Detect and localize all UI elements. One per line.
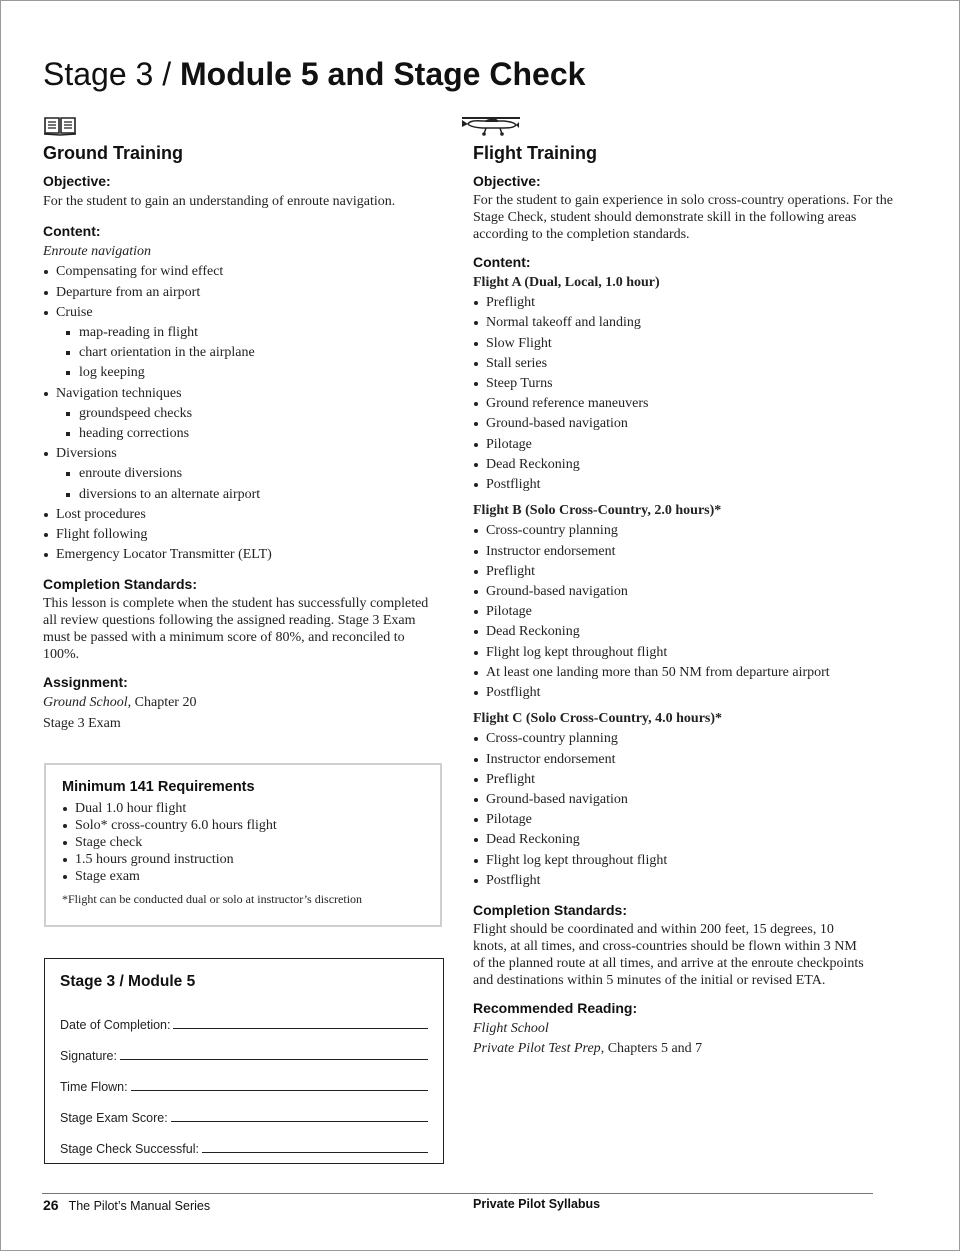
footer-divider — [42, 1193, 873, 1194]
ground-completion-label: Completion Standards: — [43, 576, 198, 593]
list-item: Steep Turns — [473, 374, 893, 394]
list-item: Slow Flight — [473, 334, 893, 354]
list-item: Ground reference maneuvers — [473, 394, 893, 414]
ground-objective-text: For the student to gain an understanding of enroute navigation. — [43, 194, 396, 209]
list-item: Pilotage — [473, 602, 893, 622]
title-stage: Stage 3 / — [43, 56, 180, 92]
airplane-icon — [460, 112, 522, 136]
list-item: Stage exam — [62, 868, 424, 885]
list-item: Compensating for wind effect — [43, 262, 443, 282]
list-item: Flight log kept throughout flight — [473, 851, 893, 871]
list-item: Postflight — [473, 475, 893, 495]
list-item — [43, 303, 443, 384]
flight-b-title: Flight B (Solo Cross-Country, 2.0 hours)* — [473, 503, 722, 519]
sub-list — [79, 404, 443, 444]
list-item-label: Cruise — [56, 304, 93, 320]
reading-chapters: , Chapters 5 and 7 — [600, 1041, 703, 1057]
ground-objective-label: Objective: — [43, 173, 111, 189]
date-of-completion-field[interactable] — [60, 1001, 428, 1032]
flight-content-label: Content: — [473, 254, 531, 270]
sub-list-item: groundspeed checks — [66, 404, 443, 424]
list-item: Flight log kept throughout flight — [473, 643, 893, 663]
list-item: Solo* cross-country 6.0 hours flight — [62, 817, 424, 834]
ground-assignment-exam: Stage 3 Exam — [43, 715, 121, 731]
flight-b-list — [473, 521, 893, 703]
ground-content-label: Content: — [43, 223, 101, 240]
field-label: Stage Check Successful: — [60, 1142, 199, 1156]
sub-list-item: chart orientation in the airplane — [66, 343, 443, 363]
sub-list-item: diversions to an alternate airport — [66, 485, 443, 505]
req141-note: *Flight can be conducted dual or solo at instructor’s discretion — [62, 892, 363, 906]
footer-book-title: Private Pilot Syllabus — [473, 1197, 601, 1211]
reading-item-2 — [473, 1039, 893, 1059]
module-signoff-box — [44, 958, 444, 1164]
list-item: Emergency Locator Transmitter (ELT) — [43, 545, 443, 565]
flight-training-heading: Flight Training — [473, 143, 597, 163]
flight-a-title: Flight A (Dual, Local, 1.0 hour) — [473, 275, 660, 290]
list-item: Ground-based navigation — [473, 582, 893, 602]
flight-objective-text: For the student to gain experience in solo cross-country operations. For the Stage Check, student should demonstrate skill in the following areas according to the completion standards. — [473, 193, 893, 242]
assignment-book: Ground School — [43, 695, 128, 711]
list-item: Preflight — [473, 770, 893, 790]
ground-completion-text: This lesson is complete when the student has successfully completed all review questions following the assigned reading. Stage 3 Exam must be passed with a minimum score of 80%, and reconciled to 100%. — [43, 596, 429, 663]
req141-list — [62, 800, 424, 885]
list-item: Dead Reckoning — [473, 830, 893, 850]
reading-book: Private Pilot Test Prep — [473, 1041, 601, 1057]
reading-item-1: Flight School — [473, 1021, 549, 1037]
flight-objective-label: Objective: — [473, 173, 541, 189]
list-item: Cross-country planning — [473, 729, 893, 749]
page-title — [43, 56, 585, 93]
sub-list-item: heading corrections — [66, 424, 443, 444]
sub-list — [79, 323, 443, 384]
ground-content-intro: Enroute navigation — [43, 244, 151, 260]
field-label: Date of Completion: — [60, 1018, 171, 1032]
sub-list-item: log keeping — [66, 363, 443, 383]
list-item: Cross-country planning — [473, 521, 893, 541]
list-item: Dead Reckoning — [473, 622, 893, 642]
req141-heading: Minimum 141 Requirements — [62, 779, 255, 795]
list-item: Postflight — [473, 683, 893, 703]
sub-list-item: map-reading in flight — [66, 323, 443, 343]
list-item-label: Diversions — [56, 446, 117, 462]
minimum-141-requirements-box — [44, 763, 442, 927]
field-label: Signature: — [60, 1049, 117, 1063]
stage-exam-score-field[interactable] — [60, 1094, 428, 1125]
title-module: Module 5 and Stage Check — [179, 56, 586, 92]
field-line[interactable] — [171, 1120, 428, 1122]
list-item: Dual 1.0 hour flight — [62, 800, 424, 817]
field-label: Time Flown: — [60, 1080, 128, 1094]
page-number: 26 — [43, 1197, 59, 1213]
list-item: Pilotage — [473, 435, 893, 455]
list-item: Dead Reckoning — [473, 455, 893, 475]
list-item: Stall series — [473, 354, 893, 374]
list-item: Instructor endorsement — [473, 750, 893, 770]
field-line[interactable] — [131, 1089, 428, 1091]
flight-a-list — [473, 293, 893, 495]
field-line[interactable] — [173, 1027, 428, 1029]
flight-c-list — [473, 729, 893, 891]
list-item-label: Navigation techniques — [56, 385, 182, 401]
ground-training-column — [43, 114, 443, 734]
list-item: Flight following — [43, 525, 443, 545]
list-item: Pilotage — [473, 810, 893, 830]
assignment-chapter: , Chapter 20 — [127, 695, 197, 711]
list-item: 1.5 hours ground instruction — [62, 851, 424, 868]
signature-field[interactable] — [60, 1032, 428, 1063]
recommended-reading-label: Recommended Reading: — [473, 1000, 638, 1017]
signoff-heading: Stage 3 / Module 5 — [60, 973, 196, 990]
series-name: The Pilot’s Manual Series — [68, 1199, 211, 1213]
ground-assignment-label: Assignment: — [43, 674, 128, 691]
list-item — [43, 444, 443, 505]
list-item: Ground-based navigation — [473, 790, 893, 810]
sub-list-item: enroute diversions — [66, 464, 443, 484]
field-line[interactable] — [120, 1058, 428, 1060]
list-item: Preflight — [473, 293, 893, 313]
time-flown-field[interactable] — [60, 1063, 428, 1094]
footer-left — [43, 1197, 210, 1213]
sub-list — [79, 464, 443, 504]
book-icon — [43, 114, 77, 136]
field-line[interactable] — [202, 1151, 428, 1153]
list-item — [43, 384, 443, 445]
stage-check-successful-field[interactable] — [60, 1125, 428, 1156]
list-item: At least one landing more than 50 NM from departure airport — [473, 663, 893, 683]
list-item: Normal takeoff and landing — [473, 313, 893, 333]
list-item: Preflight — [473, 562, 893, 582]
list-item: Ground-based navigation — [473, 414, 893, 434]
list-item: Postflight — [473, 871, 893, 891]
list-item: Departure from an airport — [43, 283, 443, 303]
list-item: Stage check — [62, 834, 424, 851]
ground-training-heading: Ground Training — [43, 143, 183, 163]
flight-training-column — [473, 112, 893, 1060]
ground-assignment-reading — [43, 693, 443, 713]
flight-completion-text: Flight should be coordinated and within 200 feet, 15 degrees, 10 knots, at all times, and cross-countries should be flown within 3 NM of the planned route at all times, and arrive at the enroute checkpoints and destinations within 5 minutes of the initial or revised ETA. — [473, 922, 864, 989]
flight-completion-label: Completion Standards: — [473, 902, 628, 919]
ground-content-list — [43, 262, 443, 565]
flight-c-title: Flight C (Solo Cross-Country, 4.0 hours)* — [473, 711, 723, 727]
list-item: Lost procedures — [43, 505, 443, 525]
field-label: Stage Exam Score: — [60, 1111, 168, 1125]
list-item: Instructor endorsement — [473, 542, 893, 562]
